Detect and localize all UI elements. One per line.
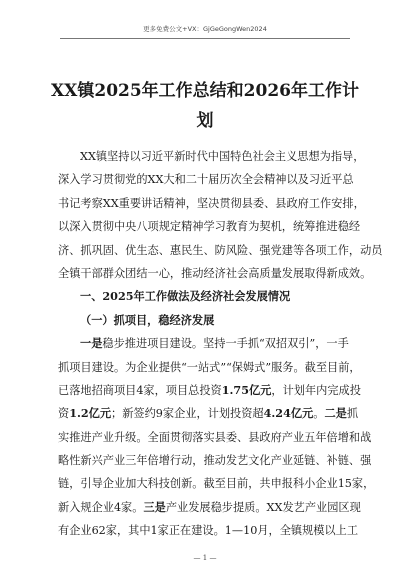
text-run: XX镇坚持以习近平新时代中国特色社会主义思想为指导， bbox=[80, 150, 365, 163]
text-run: 济、抓巩固、优生态、惠民生、防风险、强党建等各项工作，动员 bbox=[58, 243, 383, 257]
body-line bbox=[58, 472, 375, 495]
text-run: 全镇干部群众团结一心，推动经济社会高质量发展取得新成效。 bbox=[58, 266, 372, 280]
text-run: 以深入贯彻中央八项规定精神学习教育为契机，统筹推进稳经 bbox=[58, 220, 361, 234]
bold-text-run: 一、2025年工作做法及经济社会发展情况 bbox=[80, 289, 291, 304]
bold-text-run: 1.2亿元 bbox=[69, 406, 112, 421]
text-run: 书记考察XX重要讲话精神，坚决贯彻县委、县政府工作安排， bbox=[58, 196, 365, 210]
text-run: 抓项目建设。为企业提供“一站式”“保姆式”服务。截至目前， bbox=[58, 360, 361, 374]
text-run: 实推进产业升级。全面贯彻落实县委、县政府产业五年倍增和战 bbox=[58, 430, 372, 444]
body-line bbox=[58, 449, 372, 472]
text-run: 略性新兴产业三年倍增行动，推动发艺文化产业延链、补链、强 bbox=[58, 454, 372, 468]
body-line bbox=[58, 215, 361, 238]
text-run: 已落地招商项目4家，项目总投资 bbox=[58, 383, 222, 397]
body-line bbox=[58, 496, 361, 519]
body-line bbox=[58, 332, 352, 355]
body-line bbox=[58, 309, 352, 332]
header-divider bbox=[60, 38, 350, 39]
body-line bbox=[58, 262, 372, 285]
document-title bbox=[50, 76, 360, 136]
header-note: 更多免费公文+VX：GjGeGongWen2024 bbox=[143, 25, 267, 33]
body-line bbox=[58, 192, 365, 215]
text-run: 资 bbox=[58, 407, 70, 421]
document-body bbox=[58, 145, 383, 543]
body-line bbox=[58, 379, 361, 402]
body-line bbox=[58, 426, 372, 449]
body-line bbox=[58, 402, 359, 425]
bold-text-run: 1.75亿元 bbox=[221, 382, 272, 397]
text-run: 抓 bbox=[346, 407, 359, 421]
body-line bbox=[58, 519, 359, 542]
bold-text-run: 一是 bbox=[80, 336, 103, 351]
bold-text-run: 二是 bbox=[324, 406, 347, 421]
bold-text-run: 三是 bbox=[143, 499, 166, 514]
bold-text-run: （一）抓项目，稳经济发展 bbox=[80, 312, 215, 327]
text-run: 深入学习贯彻党的XX大和二十届历次全会精神以及习近平总 bbox=[58, 173, 354, 187]
body-line bbox=[58, 239, 383, 262]
text-run: 新入规企业4家。 bbox=[58, 500, 144, 514]
bold-text-run: 4.24亿元 bbox=[263, 406, 314, 421]
text-run: 链，引导企业加大科技创新。截至目前，共申报科小企业15家， bbox=[58, 477, 375, 491]
body-line bbox=[58, 145, 365, 168]
text-run: ；新签约9家企业，计划投资超 bbox=[111, 407, 264, 421]
document-title-line-2: 划 bbox=[196, 111, 214, 131]
page-number: — 1 — bbox=[193, 554, 217, 562]
text-run: 稳步推进项目建设。坚持一手抓“双招双引”，一手 bbox=[102, 337, 349, 351]
document-title-line-1: XX镇2025年工作总结和2026年工作计 bbox=[50, 81, 359, 101]
text-run: 有企业62家，其中1家正在建设。1—10月，全镇规模以上工 bbox=[58, 524, 359, 538]
body-line bbox=[58, 356, 361, 379]
body-line bbox=[58, 285, 352, 308]
text-run: ，计划年内完成投 bbox=[271, 383, 361, 397]
text-run: 。 bbox=[313, 407, 325, 421]
text-run: 产业发展稳步提质。XX发艺产业园区现 bbox=[165, 500, 361, 514]
body-line bbox=[58, 168, 352, 191]
